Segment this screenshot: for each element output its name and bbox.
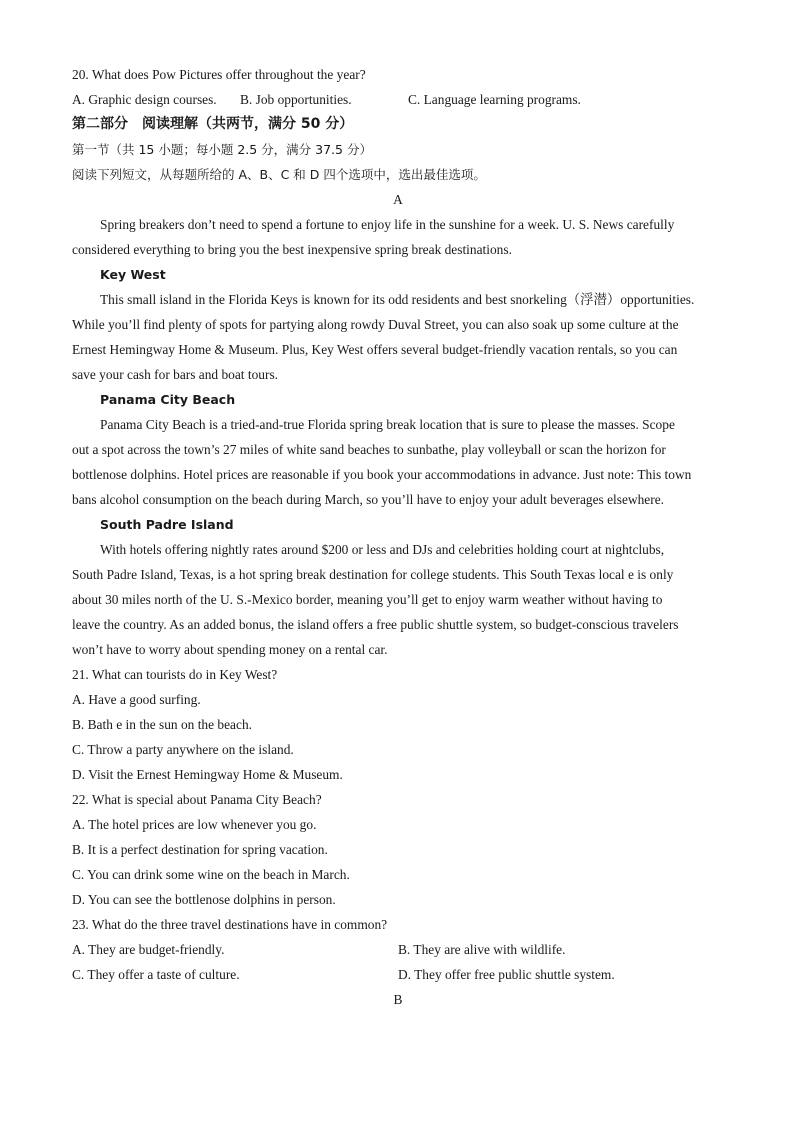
south-padre-line: about 30 miles north of the U. S.-Mexico border, meaning you’ll get to enjoy warm weather without having to [72, 592, 663, 607]
q20-option-b: B. Job opportunities. [240, 92, 352, 107]
passage-a-intro-line: Spring breakers don’t need to spend a fortune to enjoy life in the sunshine for a week. U. S. News carefully [100, 217, 675, 232]
q23-options-row [72, 937, 724, 962]
q20-option-c: C. Language learning programs. [408, 92, 581, 107]
south-padre-line: With hotels offering nightly rates around $200 or less and DJs and celebrities holding court at nightclubs, [100, 542, 665, 557]
section-heading-south-padre-island: South Padre Island [100, 517, 234, 532]
q23-option-b: B. They are alive with wildlife. [398, 942, 566, 957]
section1-title: 第一节（共 15 小题；每小题 2.5 分，满分 37.5 分） [72, 142, 372, 157]
south-padre-line: leave the country. As an added bonus, the island offers a free public shuttle system, so budget-conscious travelers [72, 617, 679, 632]
q21-option-d: D. Visit the Ernest Hemingway Home & Museum. [72, 767, 343, 782]
key-west-line: While you’ll find plenty of spots for partying along rowdy Duval Street, you can also soak up some culture at the [72, 317, 679, 332]
exam-page [72, 62, 724, 1012]
key-west-line: This small island in the Florida Keys is known for its odd residents and best snorkeling（浮潜）opportunities. [100, 292, 695, 307]
key-west-line: Ernest Hemingway Home & Museum. Plus, Key West offers several budget-friendly vacation rentals, so you can [72, 342, 678, 357]
q20-question: 20. What does Pow Pictures offer throughout the year? [72, 67, 366, 82]
section-heading-panama-city-beach: Panama City Beach [100, 392, 236, 407]
q20-option-a: A. Graphic design courses. [72, 92, 217, 107]
part2-title: 第二部分 阅读理解（共两节，满分 50 分） [72, 116, 354, 132]
passage-a-letter: A [393, 192, 403, 207]
q22-option-c: C. You can drink some wine on the beach in March. [72, 867, 350, 882]
q23-question: 23. What do the three travel destinations have in common? [72, 917, 388, 932]
panama-line: out a spot across the town’s 27 miles of white sand beaches to sunbathe, play volleyball or scan the horizon for [72, 442, 666, 457]
south-padre-line: won’t have to worry about spending money on a rental car. [72, 642, 388, 657]
q23-option-a: A. They are budget-friendly. [72, 942, 225, 957]
panama-line: bottlenose dolphins. Hotel prices are reasonable if you book your accommodations in advance. Just note: This town [72, 467, 692, 482]
reading-instruction: 阅读下列短文，从每题所给的 A、B、C 和 D 四个选项中，选出最佳选项。 [72, 167, 486, 182]
q21-option-c: C. Throw a party anywhere on the island. [72, 742, 294, 757]
q22-option-a: A. The hotel prices are low whenever you go. [72, 817, 317, 832]
q22-question: 22. What is special about Panama City Beach? [72, 792, 322, 807]
q23-option-d: D. They offer free public shuttle system. [398, 967, 615, 982]
q21-option-a: A. Have a good surfing. [72, 692, 201, 707]
section-heading-key-west: Key West [100, 267, 166, 282]
q22-option-b: B. It is a perfect destination for spring vacation. [72, 842, 328, 857]
q20-options [72, 87, 724, 112]
panama-line: bans alcohol consumption on the beach during March, so you’ll have to enjoy your adult beverages elsewhere. [72, 492, 664, 507]
q23-option-c: C. They offer a taste of culture. [72, 967, 240, 982]
q23-options-row [72, 962, 724, 987]
q21-option-b: B. Bath e in the sun on the beach. [72, 717, 252, 732]
key-west-line: save your cash for bars and boat tours. [72, 367, 279, 382]
q21-question: 21. What can tourists do in Key West? [72, 667, 278, 682]
passage-a-intro-line: considered everything to bring you the best inexpensive spring break destinations. [72, 242, 512, 257]
south-padre-line: South Padre Island, Texas, is a hot spring break destination for college students. This South Texas local e is only [72, 567, 674, 582]
panama-line: Panama City Beach is a tried-and-true Florida spring break location that is sure to please the masses. Scope [100, 417, 675, 432]
passage-b-letter: B [393, 992, 403, 1007]
q22-option-d: D. You can see the bottlenose dolphins in person. [72, 892, 336, 907]
